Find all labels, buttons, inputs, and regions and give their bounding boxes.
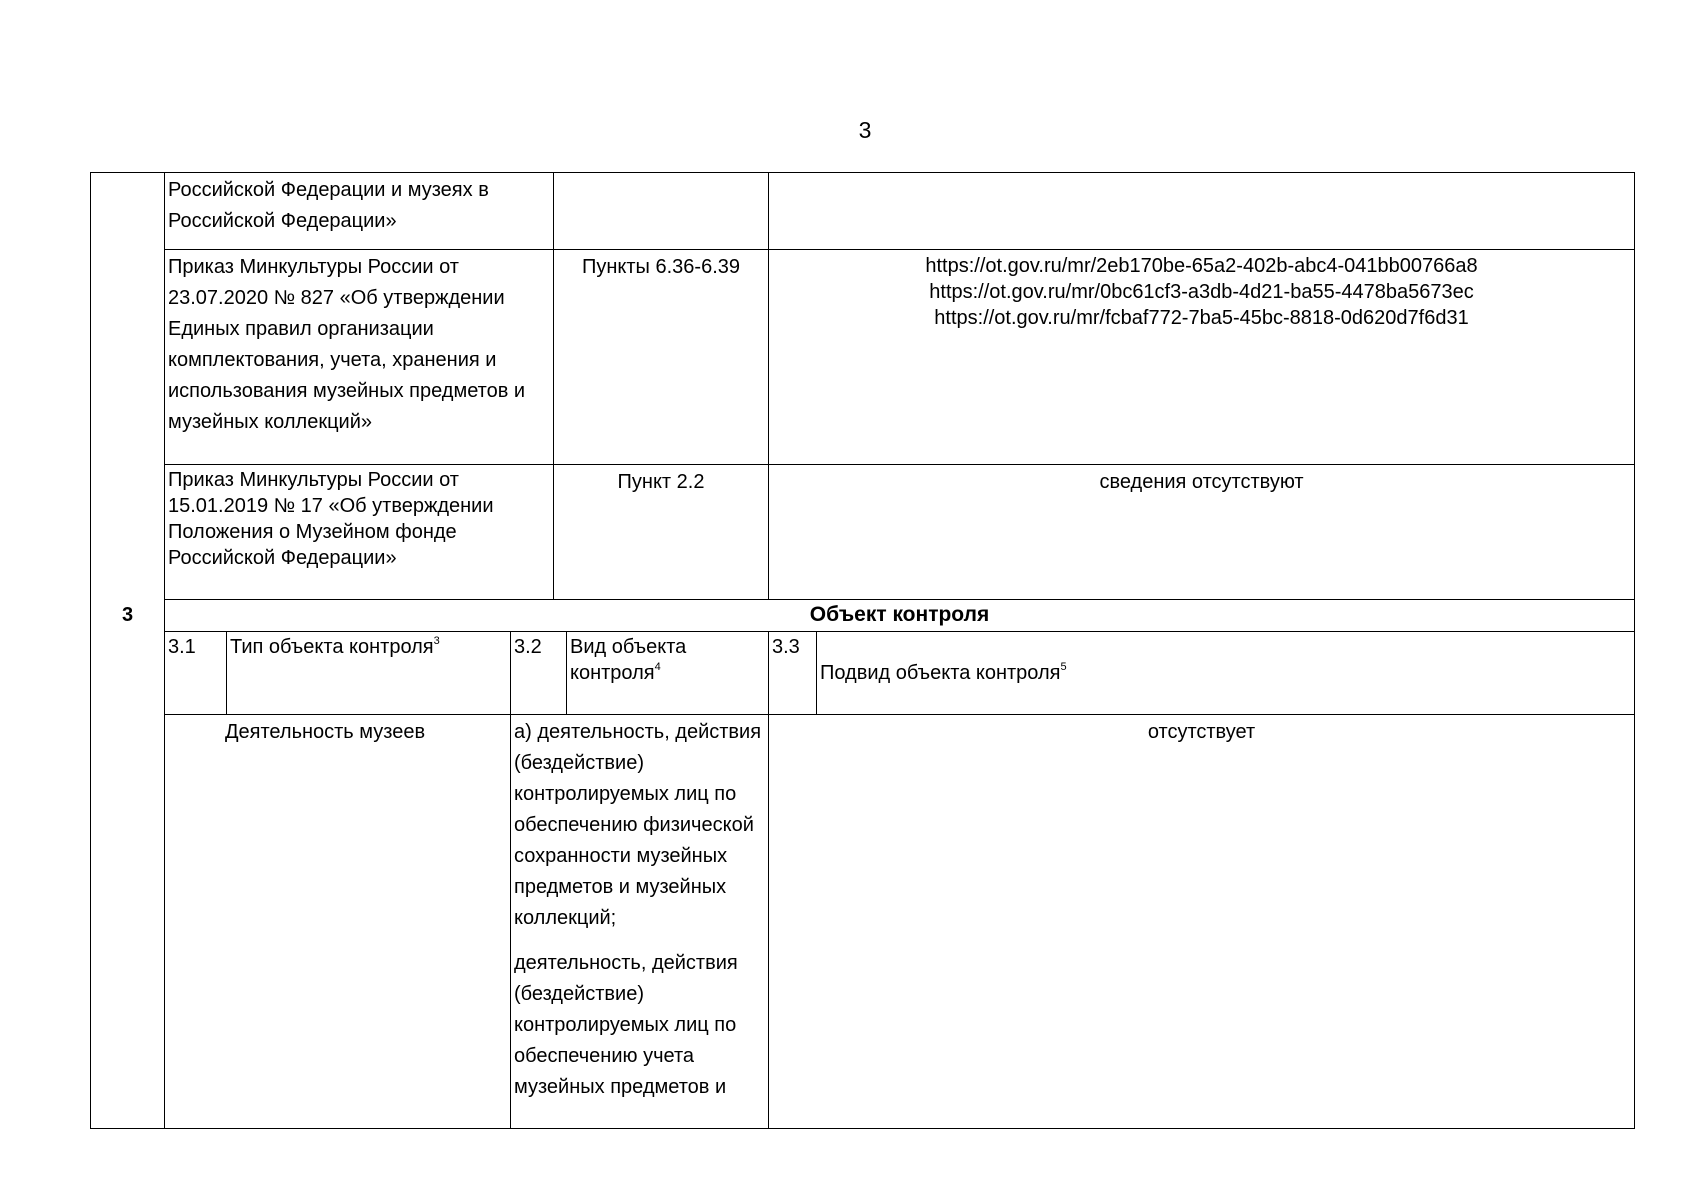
control-object-type-header bbox=[227, 632, 511, 715]
guidance-link[interactable]: https://ot.gov.ru/mr/2eb170be-65a2-402b-abc4-041bb00766a8 bbox=[925, 255, 1478, 277]
structural-units-cell: Пункты 6.36-6.39 bbox=[554, 250, 769, 465]
control-object-type-value: Деятельность музеев bbox=[165, 715, 511, 1129]
control-object-subtype-value: отсутствует bbox=[769, 715, 1635, 1129]
subsection-number-3-2: 3.2 bbox=[511, 632, 567, 715]
section-number-cell: 3 bbox=[91, 600, 165, 1129]
guidance-link[interactable]: https://ot.gov.ru/mr/fcbaf772-7ba5-45bc-8818-0d620d7f6d31 bbox=[934, 307, 1469, 329]
control-object-subtype-header bbox=[817, 632, 1635, 715]
structural-units-cell bbox=[554, 173, 769, 250]
control-object-kind-label: Вид объекта контроля bbox=[570, 636, 687, 684]
control-object-type-label: Тип объекта контроля bbox=[230, 636, 434, 658]
footnote-marker: 4 bbox=[654, 661, 661, 673]
row-number-cell-continued bbox=[91, 173, 165, 600]
guidance-links-cell bbox=[769, 250, 1635, 465]
subsection-number-3-3: 3.3 bbox=[769, 632, 817, 715]
kind-paragraph: деятельность, действия (бездействие) контролируемых лиц по обеспечению учета музейных предметов и bbox=[514, 952, 738, 1098]
structural-units-cell: Пункт 2.2 bbox=[554, 465, 769, 600]
guidance-links-cell: сведения отсутствуют bbox=[769, 465, 1635, 600]
normative-act-cell: Российской Федерации и музеях в Российской Федерации» bbox=[165, 173, 554, 250]
subsection-number-3-1: 3.1 bbox=[165, 632, 227, 715]
normative-act-cell: Приказ Минкультуры России от 23.07.2020 № 827 «Об утверждении Единых правил организации комплектования, учета, хранения и использования музейных предметов и музейных коллекций» bbox=[165, 250, 554, 465]
guidance-link[interactable]: https://ot.gov.ru/mr/0bc61cf3-a3db-4d21-ba55-4478ba5673ec bbox=[929, 281, 1474, 303]
control-object-kind-header bbox=[567, 632, 769, 715]
control-object-subtype-label: Подвид объекта контроля bbox=[820, 662, 1061, 684]
section-title-cell: Объект контроля bbox=[165, 600, 1635, 632]
page-number: 3 bbox=[858, 117, 872, 143]
guidance-links-cell bbox=[769, 173, 1635, 250]
footnote-marker: 5 bbox=[1060, 661, 1067, 673]
normative-act-cell: Приказ Минкультуры России от 15.01.2019 № 17 «Об утверждении Положения о Музейном фонде Российской Федерации» bbox=[165, 465, 554, 600]
kind-paragraph: а) деятельность, действия (бездействие) контролируемых лиц по обеспечению физической сохранности музейных предметов и музейных коллекций; bbox=[514, 721, 762, 929]
control-object-kind-value bbox=[511, 715, 769, 1129]
footnote-marker: 3 bbox=[433, 635, 440, 647]
